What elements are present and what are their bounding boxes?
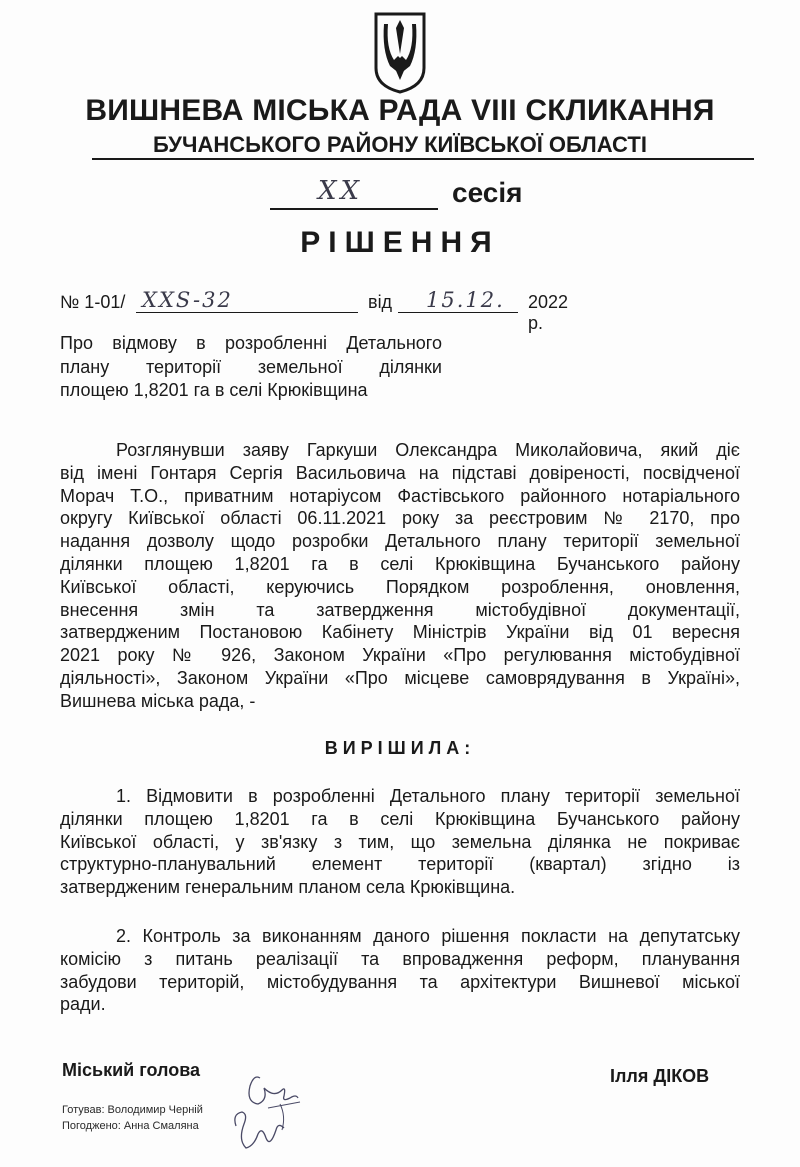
- subject-line: площею 1,8201 га в селі Крюківщина: [60, 380, 368, 400]
- text-line: забудови територій, містобудування та архітектури Вишневої міської: [60, 971, 740, 992]
- signatory-title: Міський голова: [62, 1060, 201, 1080]
- text-line: Вишнева міська рада, -: [60, 690, 256, 711]
- text-line: Київської області, керуючись Порядком розроблення, оновлення,: [60, 576, 740, 597]
- council-name: ВИШНЕВА МІСЬКА РАДА VIII СКЛИКАННЯ: [85, 94, 715, 127]
- decision-title: РІШЕННЯ: [300, 226, 500, 259]
- decision-date-handwritten: 15.12.: [426, 288, 505, 312]
- session-line: [270, 176, 570, 216]
- decision-number-handwritten: XXS-32: [142, 288, 233, 312]
- text-line: 2021 року № 926, Законом України «Про регулювання містобудівної: [60, 645, 740, 666]
- decision-date-label: від: [368, 292, 393, 312]
- text-line: затвердженим генеральним планом села Крюківщина.: [60, 877, 516, 898]
- decision-subject: [60, 332, 442, 403]
- text-line: діяльності», Законом України «Про місцеве самоврядування в Україні»,: [60, 667, 740, 688]
- text-line: округу Київської області 06.11.2021 року за реєстровим № 2170, про: [60, 508, 740, 529]
- text-line: Київської області, у зв'язку з тим, що земельна ділянка не покриває: [60, 831, 740, 852]
- session-label: сесія: [452, 177, 523, 208]
- trident-coat-of-arms-icon: [372, 10, 428, 94]
- text-line: 2. Контроль за виконанням даного рішення покласти на депутатську: [116, 926, 740, 946]
- text-line: комісію з питань реалізації та впровадження реформ, планування: [60, 948, 740, 969]
- text-line: від імені Гонтаря Сергія Васильовича на підставі довіреності, посвідченої: [60, 462, 740, 483]
- preamble-paragraph: [60, 439, 740, 713]
- text-line: Морач Т.О., приватним нотаріусом Фастівського районного нотаріального: [60, 485, 740, 506]
- council-district: БУЧАНСЬКОГО РАЙОНУ КИЇВСЬКОЇ ОБЛАСТІ: [153, 132, 647, 157]
- text-line: затвердженим Постановою Кабінету Міністрів України від 01 вересня: [60, 622, 740, 643]
- prepared-by: Готував: Володимир Черній: [62, 1104, 203, 1116]
- subject-line: плану території земельної ділянки: [60, 356, 442, 377]
- session-number-handwritten: XX: [318, 176, 364, 206]
- signatory-name: Ілля ДІКОВ: [610, 1066, 710, 1086]
- text-line: ради.: [60, 994, 106, 1015]
- decision-year: 2022 р.: [528, 292, 569, 333]
- text-line: ділянки площею 1,8201 га в селі Крюківщина Бучанського району: [60, 553, 740, 574]
- text-line: 1. Відмовити в розробленні Детального плану території земельної: [116, 786, 740, 806]
- decision-number-blank: [136, 312, 358, 313]
- agreed-by: Погоджено: Анна Смаляна: [62, 1120, 199, 1132]
- decision-number-line: [60, 288, 569, 333]
- resolved-heading: ВИРІШИЛА:: [324, 738, 476, 758]
- decision-date-blank: [398, 312, 518, 313]
- text-line: ділянки площею 1,8201 га в селі Крюківщина Бучанського району: [60, 808, 740, 829]
- text-line: внесення змін та затвердження містобудівної документації,: [60, 599, 740, 620]
- header-divider: [92, 158, 754, 160]
- text-line: Розглянувши заяву Гаркуши Олександра Миколайовича, який діє: [116, 440, 740, 460]
- handwritten-signature: [224, 1068, 314, 1156]
- subject-line: Про відмову в розробленні Детального: [60, 333, 442, 353]
- resolution-item-1: [60, 785, 740, 899]
- text-line: надання дозволу щодо розробки Детального плану території земельної: [60, 531, 740, 552]
- session-number-blank: [270, 208, 438, 210]
- text-line: структурно-планувальний елемент території (квартал) згідно із: [60, 854, 740, 875]
- decision-number-prefix: № 1-01/: [60, 292, 126, 312]
- resolution-item-2: [60, 925, 740, 1016]
